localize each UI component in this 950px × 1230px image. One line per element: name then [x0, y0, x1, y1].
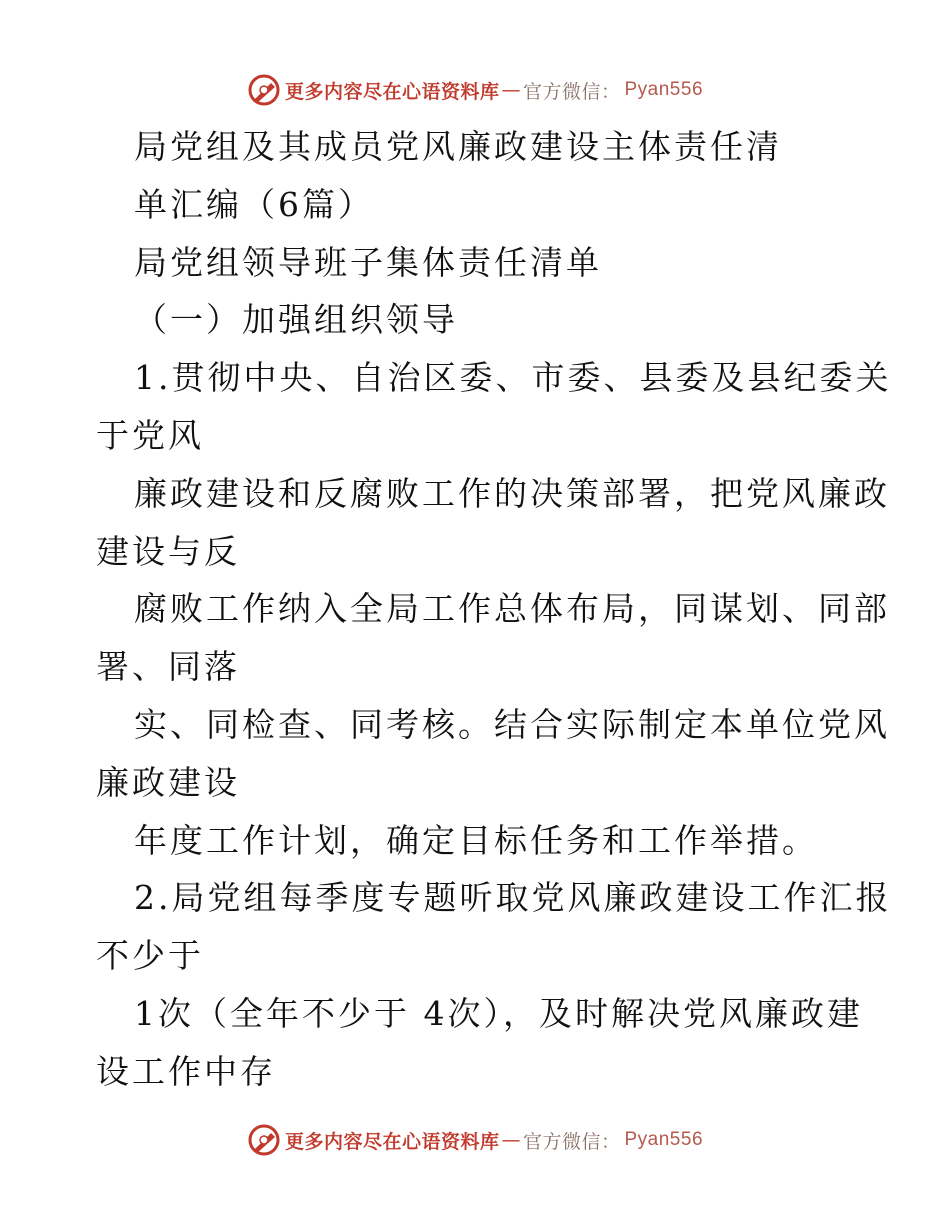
paragraph-line: 于党风 [96, 415, 204, 455]
header-watermark [0, 70, 950, 110]
watermark-lead-text: 更多内容尽在心语资料库 [284, 1130, 500, 1153]
watermark-dash: — [501, 79, 521, 101]
paragraph-line: 年度工作计划，确定目标任务和工作举措。 [134, 820, 818, 860]
doc-title-line-2: 单汇编（6篇） [134, 184, 374, 224]
paragraph-line: 设工作中存 [96, 1051, 276, 1091]
section-heading: 局党组领导班子集体责任清单 [134, 242, 602, 282]
seal-pen-icon [247, 1123, 281, 1157]
paragraph-line: 1.贯彻中央、自治区委、市委、县委及县纪委关 [134, 358, 892, 398]
watermark-tail-text: 官方微信： [522, 80, 621, 103]
paragraph-line: 1次（全年不少于 4次），及时解决党风廉政建 [134, 993, 863, 1033]
seal-pen-icon [247, 73, 281, 107]
paragraph-line: 不少于 [96, 936, 204, 976]
paragraph-line: 廉政建设 [96, 762, 240, 802]
document-body [96, 118, 892, 1101]
paragraph-line: 建设与反 [96, 531, 240, 571]
watermark-tail-text: 官方微信： [522, 1130, 621, 1153]
paragraph-line: 2.局党组每季度专题听取党风廉政建设工作汇报 [134, 878, 892, 918]
watermark-wechat-id: Pyan556 [624, 1129, 704, 1150]
paragraph-line: 腐败工作纳入全局工作总体布局，同谋划、同部 [134, 589, 890, 629]
paragraph-line: 署、同落 [96, 647, 240, 687]
paragraph-line: 实、同检查、同考核。结合实际制定本单位党风 [134, 704, 890, 744]
watermark-wechat-id: Pyan556 [624, 79, 704, 100]
watermark-dash: — [501, 1129, 521, 1151]
doc-title-line-1: 局党组及其成员党风廉政建设主体责任清 [134, 127, 782, 166]
footer-watermark [0, 1120, 950, 1160]
paragraph-line: 廉政建设和反腐败工作的决策部署，把党风廉政 [134, 473, 890, 513]
subsection-heading: （一）加强组织领导 [134, 300, 458, 340]
watermark-lead-text: 更多内容尽在心语资料库 [284, 80, 500, 103]
